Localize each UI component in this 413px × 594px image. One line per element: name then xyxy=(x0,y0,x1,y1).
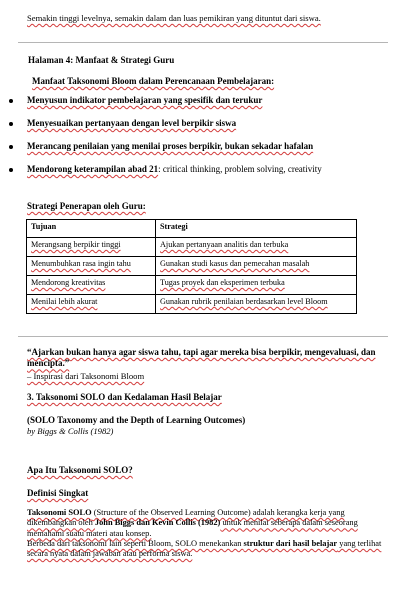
list-item xyxy=(0,118,400,141)
definition-text: untuk menilai seberapa dalam seseorang memahami suatu materi atau konsep. xyxy=(27,518,358,538)
benefit-text: Menyesuaikan pertanyaan dengan level berpikir siswa xyxy=(27,118,237,128)
page4-title: Halaman 4: Manfaat & Strategi Guru xyxy=(28,55,175,65)
definition-paragraph-2 xyxy=(27,539,393,560)
table-cell: Tugas proyek dan eksperimen terbuka xyxy=(156,276,357,295)
table-row xyxy=(27,238,357,257)
emphasis-bold: struktur dari hasil belajar xyxy=(243,538,338,548)
section-divider xyxy=(18,336,388,337)
quote-text: “Ajarkan bukan hanya agar siswa tahu, tapi agar mereka bisa berpikir, mengevaluasi, dan mencipta.” xyxy=(27,347,376,369)
definition-text: (Structure of the Observed Learning Outcome) adalah kerangka kerja yang dikembangkan oleh xyxy=(27,508,345,528)
column-header: Strategi xyxy=(156,220,357,238)
strategy-table xyxy=(26,219,357,314)
solo-question-heading: Apa Itu Taksonomi SOLO? xyxy=(27,465,133,475)
table-cell: Merangsang berpikir tinggi xyxy=(27,238,156,257)
table-cell: Mendorong kreativitas xyxy=(27,276,156,295)
section3-title: 3. Taksonomi SOLO dan Kedalaman Hasil Belajar xyxy=(27,392,222,402)
definition-text: yang terlihat secara nyata dalam jawaban atau performa siswa. xyxy=(27,538,382,558)
column-header: Tujuan xyxy=(27,220,156,238)
authors-bold: John Biggs dan Kevin Collis (1982) xyxy=(94,518,221,528)
section3-subtitle: (SOLO Taxonomy and the Depth of Learning Outcomes) xyxy=(27,415,246,425)
strategy-heading: Strategi Penerapan oleh Guru: xyxy=(27,201,146,211)
table-row xyxy=(27,295,357,314)
table-row xyxy=(27,257,357,276)
benefit-rest: : critical thinking, problem solving, creativity xyxy=(158,164,322,174)
definition-body xyxy=(27,508,393,559)
table-header-row xyxy=(27,220,357,238)
list-item xyxy=(0,141,400,164)
intro-closing-line: Semakin tinggi levelnya, semakin dalam dan luas pemikiran yang dituntut dari siswa. xyxy=(27,13,321,23)
definition-paragraph-1 xyxy=(27,508,393,539)
section3-byline: by Biggs & Collis (1982) xyxy=(27,426,114,436)
term-bold: Taksonomi SOLO xyxy=(27,508,92,517)
table-row xyxy=(27,276,357,295)
benefit-text: Mendorong keterampilan abad 21 xyxy=(27,164,159,174)
benefit-text: Merancang penilaian yang menilai proses berpikir, bukan sekadar hafalan xyxy=(27,141,314,151)
quote-source: – Inspirasi dari Taksonomi Bloom xyxy=(27,371,145,381)
benefits-list xyxy=(0,95,400,187)
definition-heading: Definisi Singkat xyxy=(27,488,89,498)
list-item xyxy=(0,164,400,187)
table-cell: Menilai lebih akurat xyxy=(27,295,156,314)
benefits-heading: Manfaat Taksonomi Bloom dalam Perencanaan Pembelajaran: xyxy=(32,76,275,86)
list-item xyxy=(0,95,400,118)
section-divider xyxy=(18,42,388,43)
table-cell: Menumbuhkan rasa ingin tahu xyxy=(27,257,156,276)
definition-text: Berbeda dari taksonomi lain seperti Bloom, SOLO menekankan xyxy=(27,538,244,548)
benefit-text: Menyusun indikator pembelajaran yang spesifik dan terukur xyxy=(27,95,263,105)
table-cell: Ajukan pertanyaan analitis dan terbuka xyxy=(156,238,357,257)
table-cell: Gunakan studi kasus dan pemecahan masalah xyxy=(156,257,357,276)
table-cell: Gunakan rubrik penilaian berdasarkan level Bloom xyxy=(156,295,357,314)
